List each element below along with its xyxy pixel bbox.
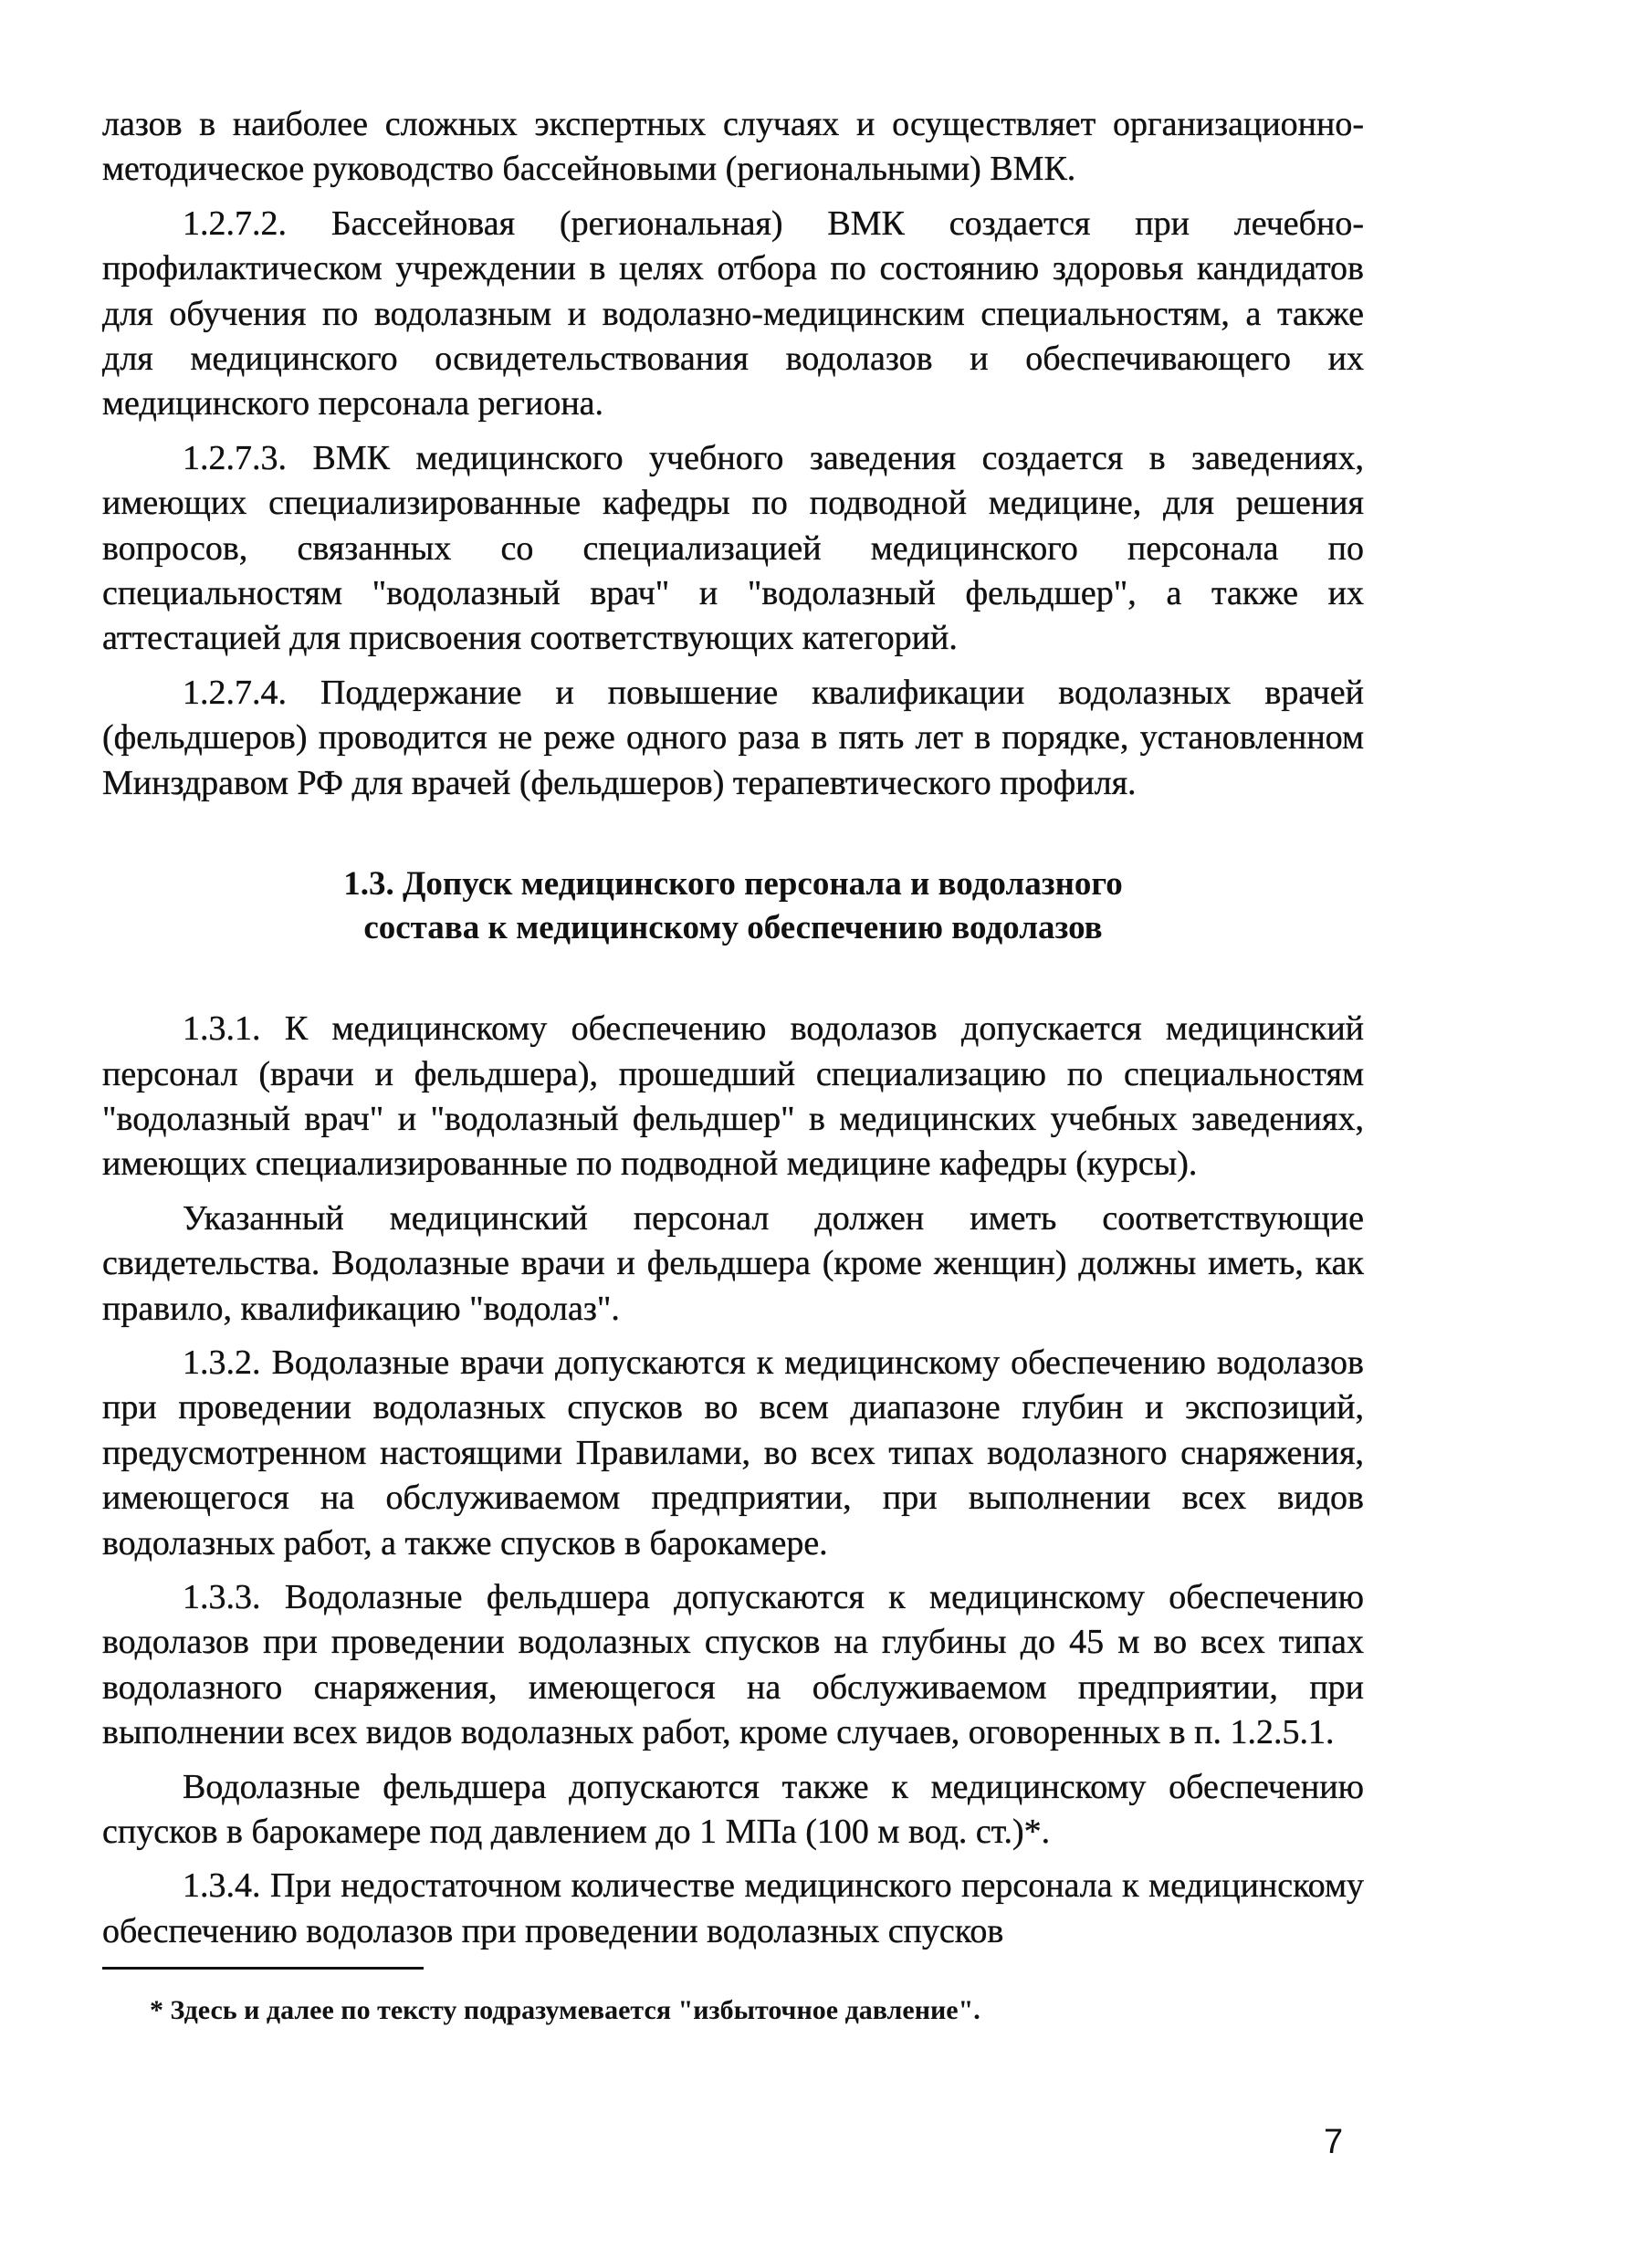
- footnote: * Здесь и далее по тексту подразумевается "избыточное давление".: [150, 1995, 980, 2026]
- paragraph-1-3-4: 1.3.4. При недостаточном количестве медицинского персонала к медицинскому обеспечению водолазов при проведении водолазных спусков: [102, 1866, 1364, 1950]
- paragraph-continuation: лазов в наиболее сложных экспертных случаях и осуществляет организационно-методическое руководство бассейновыми (региональными) ВМК.: [102, 105, 1364, 189]
- paragraph-1-2-7-2: 1.2.7.2. Бассейновая (региональная) ВМК создается при лечебно-профилактическом учреждении в целях отбора по состоянию здоровья кандидатов для обучения по водолазным и водолазно-медицинским специальностям, а также для медицинского освидетельствования водолазов и обеспечивающего их медицинского персонала региона.: [102, 204, 1364, 423]
- paragraph-pressure-chamber: Водолазные фельдшера допускаются также к медицинскому обеспечению спусков в барокамере под давлением до 1 МПа (100 м вод. ст.)*.: [102, 1767, 1364, 1851]
- paragraph-1-3-2: 1.3.2. Водолазные врачи допускаются к медицинскому обеспечению водолазов при проведении водолазных спусков во всем диапазоне глубин и экспозиций, предусмотренном настоящими Правилами, во всех типах водолазного снаряжения, имеющегося на обслуживаемом предприятии, при выполнении всех видов водолазных работ, а также спусков в барокамере.: [102, 1343, 1364, 1563]
- paragraph-1-2-7-4: 1.2.7.4. Поддержание и повышение квалификации водолазных врачей (фельдшеров) проводится не реже одного раза в пять лет в порядке, установленном Минздравом РФ для врачей (фельдшеров) терапевтического профиля.: [102, 673, 1364, 802]
- paragraph-1-3-3: 1.3.3. Водолазные фельдшера допускаются к медицинскому обеспечению водолазов при проведении водолазных спусков на глубины до 45 м во всех типах водолазного снаряжения, имеющегося на обслуживаемом предприятии, при выполнении всех видов водолазных работ, кроме случаев, оговоренных в п. 1.2.5.1.: [102, 1577, 1364, 1752]
- document-page: [102, 102, 1364, 2028]
- paragraph-certificates: Указанный медицинский персонал должен иметь соответствующие свидетельства. Водолазные врачи и фельдшера (кроме женщин) должны иметь, как правило, квалификацию "водолаз".: [102, 1198, 1364, 1328]
- section-heading: [102, 862, 1364, 950]
- paragraph-1-2-7-3: 1.2.7.3. ВМК медицинского учебного заведения создается в заведениях, имеющих специализированные кафедры по подводной медицине, для решения вопросов, связанных со специализацией медицинского персонала по специальностям "водолазный врач" и "водолазный фельдшер", а также их аттестацией для присвоения соответствующих категорий.: [102, 438, 1364, 658]
- section-heading-line-2: состава к медицинскому обеспечению водолазов: [363, 909, 1103, 947]
- page-number: 7: [1324, 2123, 1344, 2161]
- section-heading-line-1: 1.3. Допуск медицинского персонала и водолазного: [343, 865, 1123, 904]
- footnote-divider: [102, 1967, 424, 1970]
- paragraph-1-3-1: 1.3.1. К медицинскому обеспечению водолазов допускается медицинский персонал (врачи и фельдшера), прошедший специализацию по специальностям "водолазный врач" и "водолазный фельдшер" в медицинских учебных заведениях, имеющих специализированные по подводной медицине кафедры (курсы).: [102, 1009, 1364, 1184]
